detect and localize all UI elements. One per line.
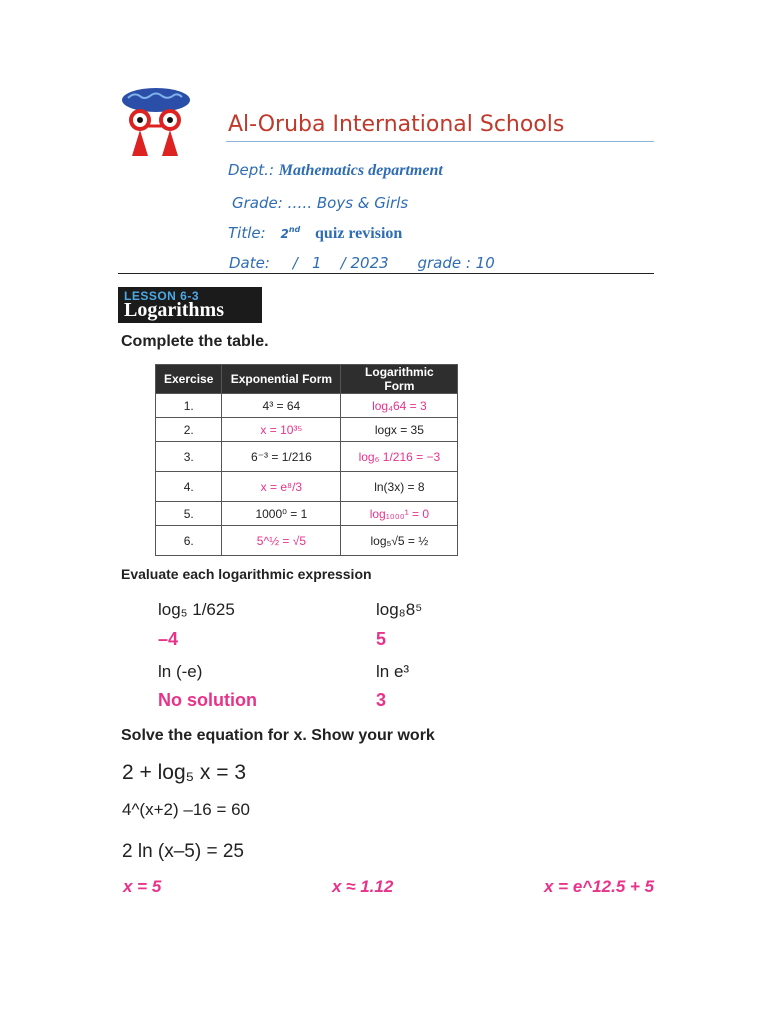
grade-label: Grade: ….. <box>232 194 313 212</box>
eval-expr-4: ln e³ <box>376 662 410 681</box>
equation-1: 2 + log₅ x = 3 <box>122 761 247 784</box>
solution-1: x = 5 <box>123 877 162 896</box>
cell-n: 5. <box>156 502 222 526</box>
school-logo <box>118 86 194 158</box>
cell-n: 2. <box>156 418 222 442</box>
table-header-row <box>156 365 458 394</box>
eval-answer-1: –4 <box>158 629 179 649</box>
table-row <box>156 526 458 556</box>
header-exercise: Exercise <box>156 365 222 394</box>
eval-answer-4: 3 <box>376 690 387 710</box>
date-value: / 1 / 2023 <box>292 254 389 272</box>
cell-n: 3. <box>156 442 222 472</box>
solve-instruction: Solve the equation for x. Show your work <box>121 727 435 744</box>
cell-n: 6. <box>156 526 222 556</box>
title-label: Title: <box>228 224 266 242</box>
cell-exp: 6⁻³ = 1/216 <box>222 442 341 472</box>
table-row <box>156 502 458 526</box>
cell-n: 4. <box>156 472 222 502</box>
cell-log: log₁₀₀₀¹ = 0 <box>341 502 458 526</box>
cell-exp: x = 10³⁵ <box>222 418 341 442</box>
equation-2: 4^(x+2) –16 = 60 <box>122 800 251 819</box>
grade-line <box>232 194 408 212</box>
header-exponential: Exponential Form <box>222 365 341 394</box>
table-row <box>156 418 458 442</box>
date-label: Date: <box>229 254 270 272</box>
cell-log: log₅√5 = ½ <box>341 526 458 556</box>
cell-exp: 4³ = 64 <box>222 394 341 418</box>
cell-log: ln(3x) = 8 <box>341 472 458 502</box>
title-value: quiz revision <box>315 225 403 242</box>
eval-answer-2: 5 <box>376 629 387 649</box>
title-line <box>228 224 402 243</box>
cell-log: logx = 35 <box>341 418 458 442</box>
log-table <box>155 364 458 556</box>
dept-line <box>228 161 443 180</box>
cell-n: 1. <box>156 394 222 418</box>
eval-answer-3: No solution <box>158 690 257 710</box>
evaluate-instruction: Evaluate each logarithmic expression <box>121 566 372 582</box>
dept-value: Mathematics department <box>278 162 443 179</box>
equation-3: 2 ln (x–5) = 25 <box>122 841 244 862</box>
grade-number: grade : 10 <box>417 254 495 272</box>
cell-exp: 1000⁰ = 1 <box>222 502 341 526</box>
header-rule <box>226 141 654 142</box>
grade-value: Boys & Girls <box>316 194 409 212</box>
header-logarithmic: Logarithmic Form <box>341 365 458 394</box>
header-divider <box>118 273 654 274</box>
table-row <box>156 442 458 472</box>
table-instruction: Complete the table. <box>121 333 269 350</box>
school-name: Al-Oruba International Schools <box>228 112 565 137</box>
date-line <box>229 254 495 272</box>
eval-expr-1: log₅ 1/625 <box>158 600 235 619</box>
dept-label: Dept.: <box>228 161 275 179</box>
solution-2: x ≈ 1.12 <box>332 877 394 896</box>
solution-3: x = e^12.5 + 5 <box>544 877 655 896</box>
title-sup: nd <box>288 225 301 234</box>
cell-exp: x = e⁸/3 <box>222 472 341 502</box>
cell-log: log₆ 1/216 = −3 <box>341 442 458 472</box>
cell-log: log₄64 = 3 <box>341 394 458 418</box>
table-row <box>156 394 458 418</box>
lesson-title: Logarithms <box>124 299 224 321</box>
cell-exp: 5^½ = √5 <box>222 526 341 556</box>
table-row <box>156 472 458 502</box>
eval-expr-3: ln (-e) <box>158 662 203 681</box>
eval-expr-2: log₈8⁵ <box>376 600 423 619</box>
lesson-number: LESSON 6-3 <box>124 289 200 303</box>
title-num: 2 <box>280 227 289 241</box>
